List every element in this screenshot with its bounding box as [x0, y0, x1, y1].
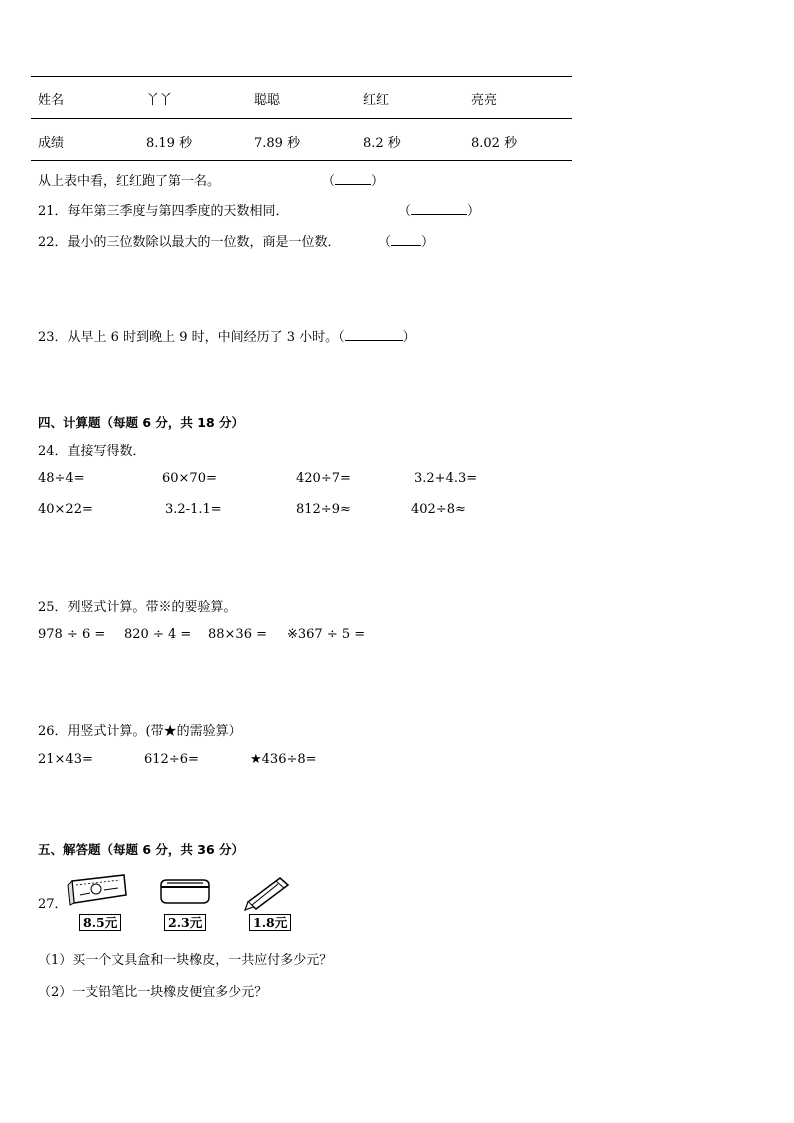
math-item: 88×36 = [208, 627, 268, 642]
question-24-title: 24．直接写得数． [38, 444, 146, 459]
question-23-text: 23．从早上 6 时到晚上 9 时，中间经历了 3 小时。（ [38, 330, 345, 345]
math-item: 820 ÷ 4 = [124, 627, 192, 642]
math-item: 3.2-1.1= [165, 502, 222, 517]
paren-close: ） [421, 235, 435, 250]
table-row-label: 成绩 [38, 136, 65, 151]
answer-blank[interactable] [345, 328, 403, 341]
answer-paren-22[interactable] [378, 231, 434, 250]
paren-close: ） [402, 330, 416, 345]
math-item: 612÷6= [144, 752, 199, 767]
math-item: 40×22= [38, 502, 93, 517]
pencil-icon [242, 875, 292, 911]
answer-blank[interactable] [335, 172, 371, 185]
question-25-title: 25．列竖式计算。带※的要验算。 [38, 600, 237, 615]
table-cell: 8.19 秒 [146, 136, 193, 151]
question-23 [38, 326, 416, 345]
table-header-cell: 红红 [363, 93, 390, 108]
answer-blank[interactable] [391, 233, 421, 246]
math-item: ★436÷8= [250, 752, 317, 767]
table-header-cell: 聪聪 [254, 93, 281, 108]
paren-open: （ [322, 174, 336, 189]
price-tag-pencil: 1.8元 [249, 914, 291, 931]
math-item: 420÷7= [296, 471, 351, 486]
math-item: 48÷4= [38, 471, 85, 486]
question-22-text: 22．最小的三位数除以最大的一位数，商是一位数． [38, 235, 341, 250]
table-header-label: 姓名 [38, 93, 65, 108]
question-20-text: 从上表中看，红红跑了第一名。 [38, 174, 221, 189]
section-5-title: 五、解答题（每题 6 分，共 36 分） [38, 842, 245, 857]
paren-close: ） [467, 204, 481, 219]
table-cell: 7.89 秒 [254, 136, 301, 151]
answer-paren-21[interactable] [398, 200, 480, 219]
section-4-title: 四、计算题（每题 6 分，共 18 分） [38, 415, 245, 430]
math-item: ※367 ÷ 5 = [287, 627, 366, 642]
question-27-number: 27． [38, 897, 68, 912]
table-middle-rule [31, 118, 572, 119]
eraser-icon [157, 877, 213, 907]
table-cell: 8.02 秒 [471, 136, 518, 151]
pencil-box-icon [66, 873, 130, 907]
question-26-title: 26．用竖式计算。(带★的需验算） [38, 724, 242, 739]
table-header-cell: 丫丫 [146, 93, 173, 108]
paren-open: （ [378, 235, 392, 250]
answer-paren-20[interactable] [322, 170, 384, 189]
math-item: 402÷8≈ [411, 502, 466, 517]
answer-blank[interactable] [411, 202, 467, 215]
question-21-text: 21．每年第三季度与第四季度的天数相同． [38, 204, 289, 219]
paren-close: ） [371, 174, 385, 189]
question-27-sub-2: （2）一支铅笔比一块橡皮便宜多少元？ [38, 985, 268, 1000]
table-header-cell: 亮亮 [471, 93, 498, 108]
table-cell: 8.2 秒 [363, 136, 401, 151]
table-top-rule [31, 76, 572, 77]
question-27-sub-1: （1）买一个文具盒和一块橡皮，一共应付多少元？ [38, 953, 333, 968]
math-item: 812÷9≈ [296, 502, 351, 517]
math-item: 60×70= [162, 471, 217, 486]
price-tag-eraser: 2.3元 [164, 914, 206, 931]
price-tag-pencil-box: 8.5元 [79, 914, 121, 931]
math-item: 3.2+4.3= [414, 471, 478, 486]
paren-open: （ [398, 204, 412, 219]
math-item: 978 ÷ 6 = [38, 627, 106, 642]
math-item: 21×43= [38, 752, 93, 767]
table-bottom-rule [31, 160, 572, 161]
